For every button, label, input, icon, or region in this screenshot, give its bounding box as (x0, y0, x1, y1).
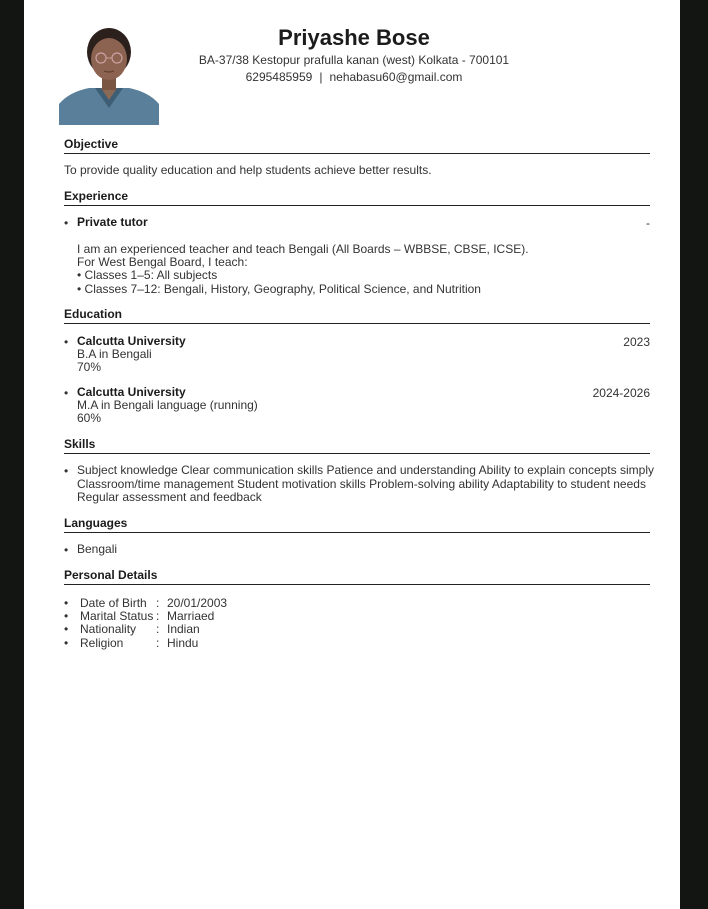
skills-line: Regular assessment and feedback (77, 490, 262, 504)
education-school: Calcutta University (77, 334, 186, 348)
skills-line: Subject knowledge Clear communication skills Patience and understanding Ability to explain concepts simply (77, 463, 654, 477)
bullet: • (64, 386, 69, 400)
personal-row (64, 609, 364, 623)
personal-label: Religion (80, 636, 124, 650)
section-title-personal-details: Personal Details (64, 568, 650, 585)
bullet: • (64, 636, 69, 650)
candidate-name: Priyashe Bose (278, 25, 430, 50)
experience-date: - (646, 216, 650, 230)
person-photo-icon (59, 26, 159, 125)
phone: 6295485959 (245, 70, 313, 84)
objective-text: To provide quality education and help students achieve better results. (64, 163, 432, 177)
personal-row (64, 596, 364, 610)
experience-role: Private tutor (77, 215, 148, 229)
experience-line: • Classes 1–5: All subjects (77, 268, 218, 282)
section-title-languages: Languages (64, 516, 650, 533)
personal-row (64, 622, 364, 636)
personal-label: Date of Birth (80, 596, 147, 610)
language-item: Bengali (77, 542, 118, 556)
experience-line: For West Bengal Board, I teach: (77, 255, 248, 269)
skills-line: Classroom/time management Student motivation skills Problem-solving ability Adaptability to student needs (77, 477, 646, 491)
personal-label: Marital Status (80, 609, 154, 623)
bullet: • (64, 609, 69, 623)
personal-colon: : (156, 636, 160, 650)
education-score: 60% (77, 411, 102, 425)
experience-line: I am an experienced teacher and teach Bengali (All Boards – WBBSE, CBSE, ICSE). (77, 242, 529, 256)
bullet: • (64, 543, 69, 557)
personal-colon: : (156, 596, 160, 610)
bullet: • (64, 464, 69, 478)
personal-row (64, 636, 364, 650)
education-score: 70% (77, 360, 102, 374)
personal-colon: : (156, 622, 160, 636)
personal-value: 20/01/2003 (167, 596, 228, 610)
bullet: • (64, 335, 69, 349)
section-title-objective: Objective (64, 137, 650, 154)
contact-line (154, 70, 554, 84)
education-school: Calcutta University (77, 385, 186, 399)
personal-label: Nationality (80, 622, 137, 636)
contact-separator: | (319, 70, 323, 84)
address: BA-37/38 Kestopur prafulla kanan (west) Kolkata - 700101 (198, 53, 510, 67)
personal-value: Marriaed (167, 609, 215, 623)
bullet: • (64, 596, 69, 610)
bullet: • (64, 622, 69, 636)
bullet: • (64, 216, 69, 230)
profile-photo (59, 26, 159, 125)
education-degree: B.A in Bengali (77, 347, 152, 361)
personal-colon: : (156, 609, 160, 623)
resume-page (24, 0, 680, 909)
experience-line: • Classes 7–12: Bengali, History, Geography, Political Science, and Nutrition (77, 282, 481, 296)
section-title-education: Education (64, 307, 650, 324)
personal-value: Hindu (167, 636, 199, 650)
section-title-skills: Skills (64, 437, 650, 454)
education-year: 2024-2026 (592, 386, 650, 400)
personal-value: Indian (167, 622, 200, 636)
education-year: 2023 (623, 335, 650, 349)
section-title-experience: Experience (64, 189, 650, 206)
education-degree: M.A in Bengali language (running) (77, 398, 258, 412)
email-link[interactable]: nehabasu60@gmail.com (329, 70, 463, 84)
